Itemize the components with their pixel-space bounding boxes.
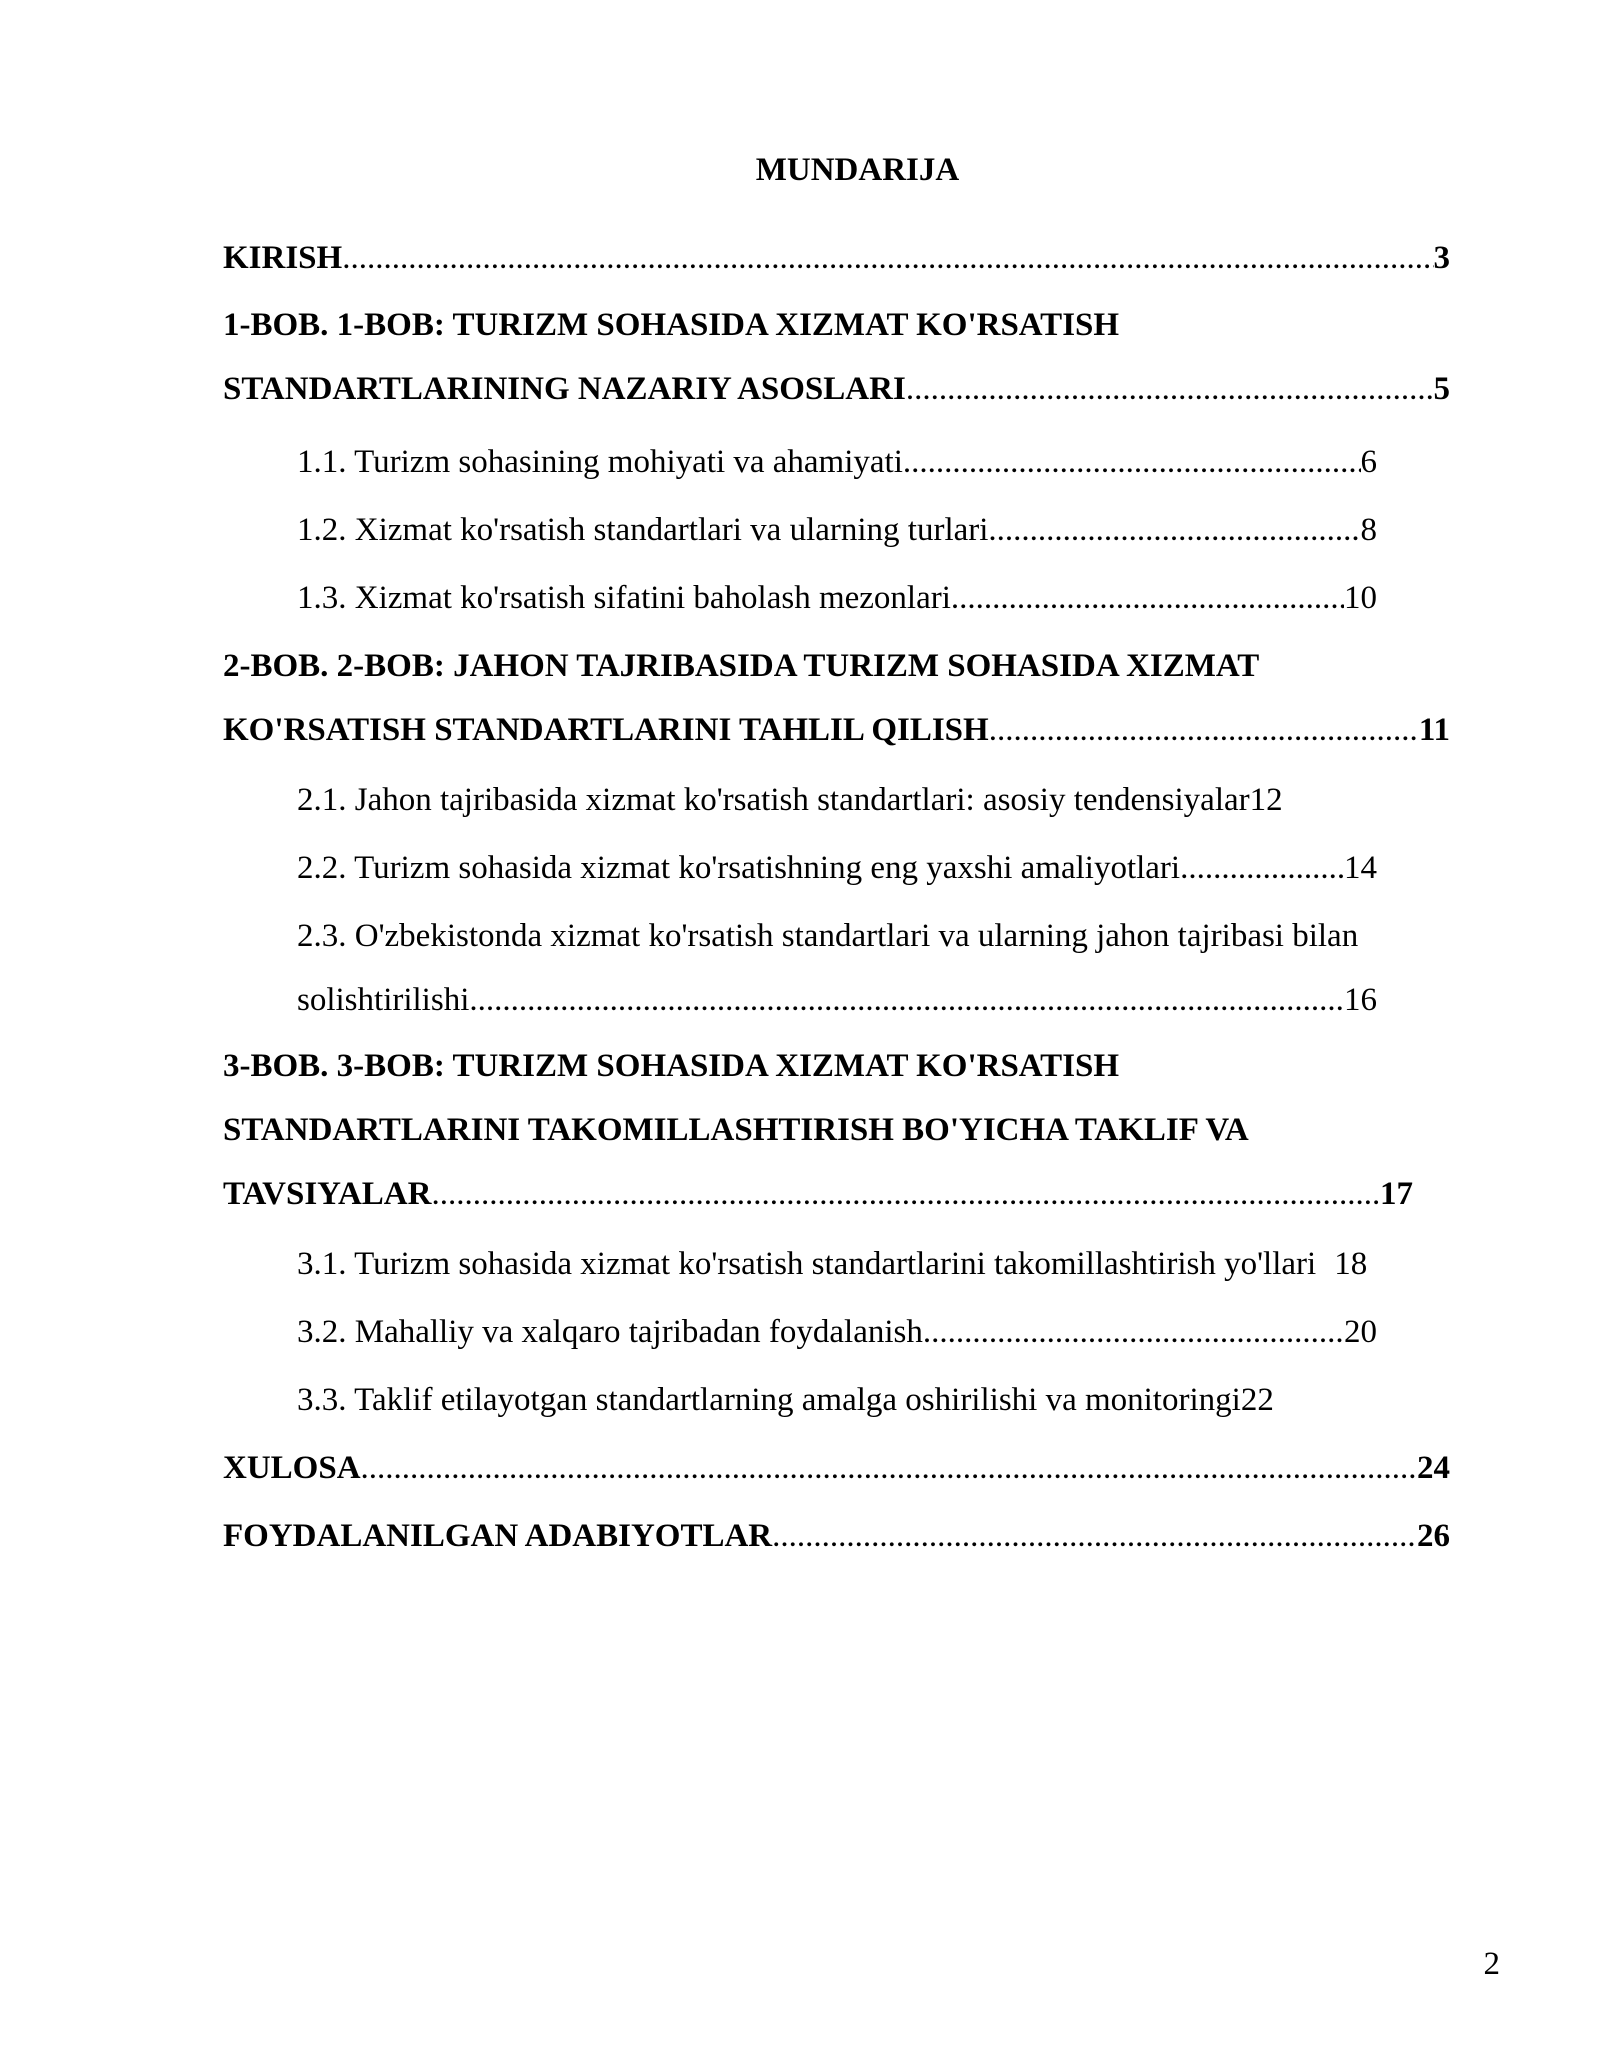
toc-entry-label: FOYDALANILGAN ADABIYOTLAR (223, 1518, 773, 1554)
toc-entry-section-2-1[interactable] (297, 776, 1417, 840)
toc-page-number: 26 (1417, 1518, 1450, 1554)
toc-leader-dots (342, 234, 1433, 282)
toc-leader-dots (923, 1308, 1344, 1356)
toc-leader-dots (951, 574, 1344, 622)
toc-entry-chapter-3[interactable] (223, 1042, 1413, 1234)
toc-entry-adabiyotlar[interactable] (223, 1512, 1450, 1576)
toc-entry-label: 2-BOB. 2-BOB: JAHON TAJRIBASIDA TURIZM SOHASIDA XIZMAT (223, 648, 1260, 684)
toc-page-number: 14 (1344, 850, 1377, 886)
toc-entry-label: 1-BOB. 1-BOB: TURIZM SOHASIDA XIZMAT KO'RSATISH (223, 307, 1120, 343)
toc-page-number: 17 (1380, 1176, 1413, 1212)
toc-page-number: 16 (1344, 982, 1377, 1018)
toc-page-number: 22 (1240, 1382, 1274, 1418)
toc-leader-dots (989, 706, 1419, 754)
toc-entry-section-3-2[interactable] (297, 1308, 1377, 1372)
toc-entry-label: STANDARTLARINI TAKOMILLASHTIRISH BO'YICHA TAKLIF VA (223, 1112, 1249, 1148)
toc-entry-label: solishtirilishi (297, 982, 470, 1018)
toc-entry-label: 3.2. Mahalliy va xalqaro tajribadan foydalanish (297, 1314, 923, 1350)
toc-entry-label: TAVSIYALAR (223, 1176, 432, 1212)
toc-entry-kirish[interactable] (223, 234, 1450, 298)
toc-page-number: 24 (1417, 1450, 1450, 1486)
toc-entry-label: 3.3. Taklif etilayotgan standartlarning amalga oshirilishi va monitoringi (297, 1382, 1241, 1418)
toc-entry-label: 2.1. Jahon tajribasida xizmat ko'rsatish standartlari: asosiy tendensiyalar (297, 782, 1250, 818)
toc-page-number: 10 (1344, 580, 1377, 616)
toc-entry-label: 3.1. Turizm sohasida xizmat ko'rsatish standartlarini takomillashtirish yo'llari (297, 1246, 1317, 1282)
toc-page-number: 3 (1433, 240, 1450, 276)
toc-entry-section-2-3[interactable] (297, 912, 1487, 1040)
toc-entry-label: STANDARTLARINING NAZARIY ASOSLARI (223, 371, 906, 407)
toc-entry-label: KIRISH (223, 240, 343, 276)
toc-entry-label: 3-BOB. 3-BOB: TURIZM SOHASIDA XIZMAT KO'RSATISH (223, 1048, 1120, 1084)
toc-entry-label: 2.2. Turizm sohasida xizmat ko'rsatishning eng yaxshi amaliyotlari (297, 850, 1181, 886)
toc-page-number: 5 (1433, 371, 1450, 407)
toc-page-number: 11 (1418, 712, 1450, 748)
toc-entry-label: KO'RSATISH STANDARTLARINI TAHLIL QILISH (223, 712, 989, 748)
toc-entry-label: 1.1. Turizm sohasining mohiyati va ahamiyati (297, 444, 903, 480)
toc-entry-section-1-1[interactable] (297, 438, 1377, 502)
toc-entry-xulosa[interactable] (223, 1444, 1450, 1508)
toc-leader-dots (906, 365, 1434, 413)
toc-entry-chapter-2[interactable] (223, 642, 1450, 770)
toc-page-number: 6 (1360, 444, 1377, 480)
toc-leader-dots (1180, 844, 1344, 892)
toc-entry-label: XULOSA (223, 1450, 361, 1486)
toc-entry-section-3-3[interactable] (297, 1376, 1417, 1440)
toc-leader-dots (903, 438, 1361, 486)
toc-leader-dots (772, 1512, 1417, 1560)
toc-entry-label: 2.3. O'zbekistonda xizmat ko'rsatish standartlari va ularning jahon tajribasi bilan (297, 918, 1359, 954)
toc-entry-section-3-1[interactable] (297, 1240, 1497, 1304)
toc-page-number: 20 (1344, 1314, 1377, 1350)
toc-entry-label: 1.3. Xizmat ko'rsatish sifatini baholash mezonlari (297, 580, 951, 616)
toc-page-number: 8 (1360, 512, 1377, 548)
toc-entry-label: 1.2. Xizmat ko'rsatish standartlari va ularning turlari (297, 512, 989, 548)
toc-entry-chapter-1[interactable] (223, 301, 1450, 429)
toc-entry-section-1-2[interactable] (297, 506, 1377, 570)
toc-page-number: 18 (1334, 1246, 1368, 1282)
toc-entry-section-1-3[interactable] (297, 574, 1377, 638)
toc-leader-dots (988, 506, 1360, 554)
toc-entry-section-2-2[interactable] (297, 844, 1377, 908)
page-number: 2 (1483, 1946, 1500, 1982)
toc-page-number: 12 (1249, 782, 1283, 818)
toc-leader-dots (431, 1170, 1380, 1218)
toc-leader-dots (361, 1444, 1417, 1492)
toc-leader-dots (469, 976, 1344, 1024)
page-title: MUNDARIJA (755, 152, 960, 188)
